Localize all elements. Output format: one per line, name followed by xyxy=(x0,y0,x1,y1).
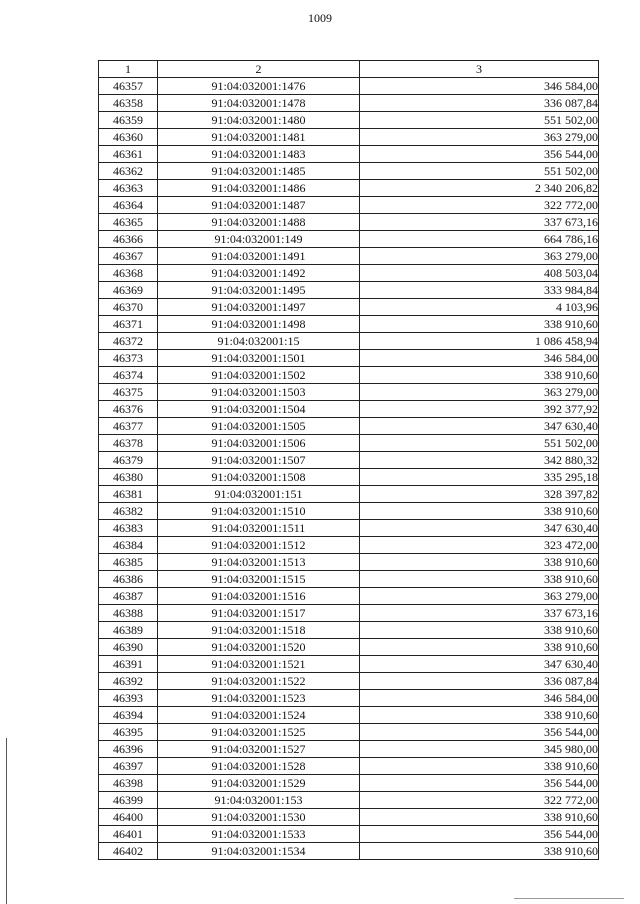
row-number-cell: 46375 xyxy=(99,384,158,401)
cadastral-number-cell: 91:04:032001:1525 xyxy=(158,724,360,741)
cadastral-number-cell: 91:04:032001:1516 xyxy=(158,588,360,605)
cadastral-number-cell: 91:04:032001:1487 xyxy=(158,197,360,214)
table-row xyxy=(99,282,599,299)
cadastral-number-cell: 91:04:032001:1522 xyxy=(158,673,360,690)
row-number-cell: 46372 xyxy=(99,333,158,350)
cadastral-number-cell: 91:04:032001:1491 xyxy=(158,248,360,265)
row-number-cell: 46401 xyxy=(99,826,158,843)
table-row xyxy=(99,180,599,197)
row-number-cell: 46368 xyxy=(99,265,158,282)
table-header xyxy=(99,61,599,78)
value-cell: 328 397,82 xyxy=(360,486,599,503)
table-row xyxy=(99,384,599,401)
row-number-cell: 46366 xyxy=(99,231,158,248)
table-row xyxy=(99,469,599,486)
value-cell: 335 295,18 xyxy=(360,469,599,486)
row-number-cell: 46392 xyxy=(99,673,158,690)
row-number-cell: 46402 xyxy=(99,843,158,860)
row-number-cell: 46382 xyxy=(99,503,158,520)
table-row xyxy=(99,707,599,724)
cadastral-number-cell: 91:04:032001:1533 xyxy=(158,826,360,843)
value-cell: 338 910,60 xyxy=(360,622,599,639)
column-header-1: 1 xyxy=(99,61,158,78)
row-number-cell: 46371 xyxy=(99,316,158,333)
table-row xyxy=(99,299,599,316)
table-row xyxy=(99,197,599,214)
table-row xyxy=(99,248,599,265)
value-cell: 356 544,00 xyxy=(360,146,599,163)
value-cell: 363 279,00 xyxy=(360,384,599,401)
value-cell: 408 503,04 xyxy=(360,265,599,282)
table-row xyxy=(99,690,599,707)
value-cell: 551 502,00 xyxy=(360,112,599,129)
value-cell: 347 630,40 xyxy=(360,520,599,537)
cadastral-number-cell: 91:04:032001:1480 xyxy=(158,112,360,129)
column-header-2: 2 xyxy=(158,61,360,78)
row-number-cell: 46369 xyxy=(99,282,158,299)
cadastral-number-cell: 91:04:032001:1497 xyxy=(158,299,360,316)
value-cell: 323 472,00 xyxy=(360,537,599,554)
row-number-cell: 46357 xyxy=(99,78,158,95)
value-cell: 363 279,00 xyxy=(360,248,599,265)
table-row xyxy=(99,571,599,588)
table-row xyxy=(99,741,599,758)
cadastral-number-cell: 91:04:032001:1518 xyxy=(158,622,360,639)
row-number-cell: 46384 xyxy=(99,537,158,554)
cadastral-number-cell: 91:04:032001:151 xyxy=(158,486,360,503)
row-number-cell: 46393 xyxy=(99,690,158,707)
table-body xyxy=(99,78,599,860)
column-header-3: 3 xyxy=(360,61,599,78)
table-row xyxy=(99,418,599,435)
table-row xyxy=(99,503,599,520)
row-number-cell: 46381 xyxy=(99,486,158,503)
row-number-cell: 46380 xyxy=(99,469,158,486)
row-number-cell: 46359 xyxy=(99,112,158,129)
value-cell: 336 087,84 xyxy=(360,673,599,690)
table-row xyxy=(99,214,599,231)
row-number-cell: 46370 xyxy=(99,299,158,316)
row-number-cell: 46377 xyxy=(99,418,158,435)
value-cell: 392 377,92 xyxy=(360,401,599,418)
cadastral-number-cell: 91:04:032001:1502 xyxy=(158,367,360,384)
value-cell: 551 502,00 xyxy=(360,435,599,452)
table-row xyxy=(99,367,599,384)
row-number-cell: 46361 xyxy=(99,146,158,163)
value-cell: 356 544,00 xyxy=(360,775,599,792)
table-row xyxy=(99,843,599,860)
table-row xyxy=(99,78,599,95)
table-row xyxy=(99,622,599,639)
table-row xyxy=(99,129,599,146)
value-cell: 337 673,16 xyxy=(360,214,599,231)
cadastral-number-cell: 91:04:032001:1498 xyxy=(158,316,360,333)
table-row xyxy=(99,112,599,129)
cadastral-number-cell: 91:04:032001:1520 xyxy=(158,639,360,656)
value-cell: 2 340 206,82 xyxy=(360,180,599,197)
value-cell: 347 630,40 xyxy=(360,656,599,673)
value-cell: 336 087,84 xyxy=(360,95,599,112)
table-row xyxy=(99,537,599,554)
value-cell: 322 772,00 xyxy=(360,792,599,809)
table-row xyxy=(99,724,599,741)
table-row xyxy=(99,95,599,112)
value-cell: 345 980,00 xyxy=(360,741,599,758)
cadastral-number-cell: 91:04:032001:1534 xyxy=(158,843,360,860)
row-number-cell: 46400 xyxy=(99,809,158,826)
cadastral-number-cell: 91:04:032001:1492 xyxy=(158,265,360,282)
row-number-cell: 46373 xyxy=(99,350,158,367)
value-cell: 338 910,60 xyxy=(360,707,599,724)
table-row xyxy=(99,758,599,775)
cadastral-number-cell: 91:04:032001:1511 xyxy=(158,520,360,537)
value-cell: 338 910,60 xyxy=(360,367,599,384)
row-number-cell: 46365 xyxy=(99,214,158,231)
table-row xyxy=(99,163,599,180)
row-number-cell: 46378 xyxy=(99,435,158,452)
value-cell: 1 086 458,94 xyxy=(360,333,599,350)
cadastral-number-cell: 91:04:032001:1508 xyxy=(158,469,360,486)
page-number: 1009 xyxy=(308,11,332,25)
table-row xyxy=(99,792,599,809)
value-cell: 356 544,00 xyxy=(360,724,599,741)
row-number-cell: 46391 xyxy=(99,656,158,673)
value-cell: 338 910,60 xyxy=(360,843,599,860)
cadastral-number-cell: 91:04:032001:1515 xyxy=(158,571,360,588)
cadastral-number-cell: 91:04:032001:1505 xyxy=(158,418,360,435)
row-number-cell: 46399 xyxy=(99,792,158,809)
table-row xyxy=(99,401,599,418)
value-cell: 356 544,00 xyxy=(360,826,599,843)
cadastral-number-cell: 91:04:032001:1486 xyxy=(158,180,360,197)
table-row xyxy=(99,673,599,690)
table-row xyxy=(99,605,599,622)
row-number-cell: 46358 xyxy=(99,95,158,112)
row-number-cell: 46394 xyxy=(99,707,158,724)
bottom-line xyxy=(514,898,624,899)
row-number-cell: 46367 xyxy=(99,248,158,265)
value-cell: 346 584,00 xyxy=(360,350,599,367)
cadastral-number-cell: 91:04:032001:1501 xyxy=(158,350,360,367)
table-row xyxy=(99,231,599,248)
table-row xyxy=(99,520,599,537)
cadastral-number-cell: 91:04:032001:1513 xyxy=(158,554,360,571)
value-cell: 346 584,00 xyxy=(360,78,599,95)
value-cell: 333 984,84 xyxy=(360,282,599,299)
cadastral-number-cell: 91:04:032001:149 xyxy=(158,231,360,248)
cadastral-number-cell: 91:04:032001:1523 xyxy=(158,690,360,707)
table-row xyxy=(99,656,599,673)
row-number-cell: 46374 xyxy=(99,367,158,384)
cadastral-number-cell: 91:04:032001:1483 xyxy=(158,146,360,163)
value-cell: 363 279,00 xyxy=(360,129,599,146)
row-number-cell: 46362 xyxy=(99,163,158,180)
margin-line xyxy=(6,738,7,904)
table-row xyxy=(99,826,599,843)
value-cell: 342 880,32 xyxy=(360,452,599,469)
cadastral-number-cell: 91:04:032001:1512 xyxy=(158,537,360,554)
row-number-cell: 46398 xyxy=(99,775,158,792)
row-number-cell: 46386 xyxy=(99,571,158,588)
value-cell: 664 786,16 xyxy=(360,231,599,248)
row-number-cell: 46396 xyxy=(99,741,158,758)
table-row xyxy=(99,809,599,826)
row-number-cell: 46390 xyxy=(99,639,158,656)
data-table xyxy=(98,60,599,860)
value-cell: 322 772,00 xyxy=(360,197,599,214)
table-row xyxy=(99,350,599,367)
cadastral-number-cell: 91:04:032001:15 xyxy=(158,333,360,350)
row-number-cell: 46383 xyxy=(99,520,158,537)
cadastral-number-cell: 91:04:032001:1478 xyxy=(158,95,360,112)
cadastral-number-cell: 91:04:032001:1503 xyxy=(158,384,360,401)
table-row xyxy=(99,588,599,605)
row-number-cell: 46379 xyxy=(99,452,158,469)
row-number-cell: 46376 xyxy=(99,401,158,418)
row-number-cell: 46395 xyxy=(99,724,158,741)
value-cell: 338 910,60 xyxy=(360,554,599,571)
value-cell: 4 103,96 xyxy=(360,299,599,316)
cadastral-number-cell: 91:04:032001:1495 xyxy=(158,282,360,299)
value-cell: 363 279,00 xyxy=(360,588,599,605)
row-number-cell: 46389 xyxy=(99,622,158,639)
cadastral-number-cell: 91:04:032001:1528 xyxy=(158,758,360,775)
cadastral-number-cell: 91:04:032001:1504 xyxy=(158,401,360,418)
cadastral-number-cell: 91:04:032001:1530 xyxy=(158,809,360,826)
cadastral-number-cell: 91:04:032001:153 xyxy=(158,792,360,809)
cadastral-number-cell: 91:04:032001:1488 xyxy=(158,214,360,231)
value-cell: 338 910,60 xyxy=(360,571,599,588)
table-row xyxy=(99,333,599,350)
table-row xyxy=(99,435,599,452)
table-row xyxy=(99,554,599,571)
value-cell: 338 910,60 xyxy=(360,639,599,656)
row-number-cell: 46360 xyxy=(99,129,158,146)
table-row xyxy=(99,639,599,656)
row-number-cell: 46363 xyxy=(99,180,158,197)
row-number-cell: 46364 xyxy=(99,197,158,214)
table-row xyxy=(99,775,599,792)
row-number-cell: 46387 xyxy=(99,588,158,605)
table-row xyxy=(99,265,599,282)
cadastral-number-cell: 91:04:032001:1476 xyxy=(158,78,360,95)
value-cell: 347 630,40 xyxy=(360,418,599,435)
cadastral-number-cell: 91:04:032001:1510 xyxy=(158,503,360,520)
row-number-cell: 46397 xyxy=(99,758,158,775)
table-row xyxy=(99,486,599,503)
value-cell: 551 502,00 xyxy=(360,163,599,180)
cadastral-number-cell: 91:04:032001:1521 xyxy=(158,656,360,673)
cadastral-number-cell: 91:04:032001:1485 xyxy=(158,163,360,180)
cadastral-number-cell: 91:04:032001:1481 xyxy=(158,129,360,146)
cadastral-number-cell: 91:04:032001:1524 xyxy=(158,707,360,724)
row-number-cell: 46385 xyxy=(99,554,158,571)
row-number-cell: 46388 xyxy=(99,605,158,622)
table-row xyxy=(99,146,599,163)
table-row xyxy=(99,452,599,469)
cadastral-number-cell: 91:04:032001:1506 xyxy=(158,435,360,452)
value-cell: 338 910,60 xyxy=(360,809,599,826)
value-cell: 346 584,00 xyxy=(360,690,599,707)
value-cell: 338 910,60 xyxy=(360,316,599,333)
cadastral-number-cell: 91:04:032001:1529 xyxy=(158,775,360,792)
cadastral-number-cell: 91:04:032001:1527 xyxy=(158,741,360,758)
value-cell: 337 673,16 xyxy=(360,605,599,622)
value-cell: 338 910,60 xyxy=(360,503,599,520)
cadastral-number-cell: 91:04:032001:1507 xyxy=(158,452,360,469)
header-row xyxy=(99,61,599,78)
table-row xyxy=(99,316,599,333)
cadastral-number-cell: 91:04:032001:1517 xyxy=(158,605,360,622)
value-cell: 338 910,60 xyxy=(360,758,599,775)
